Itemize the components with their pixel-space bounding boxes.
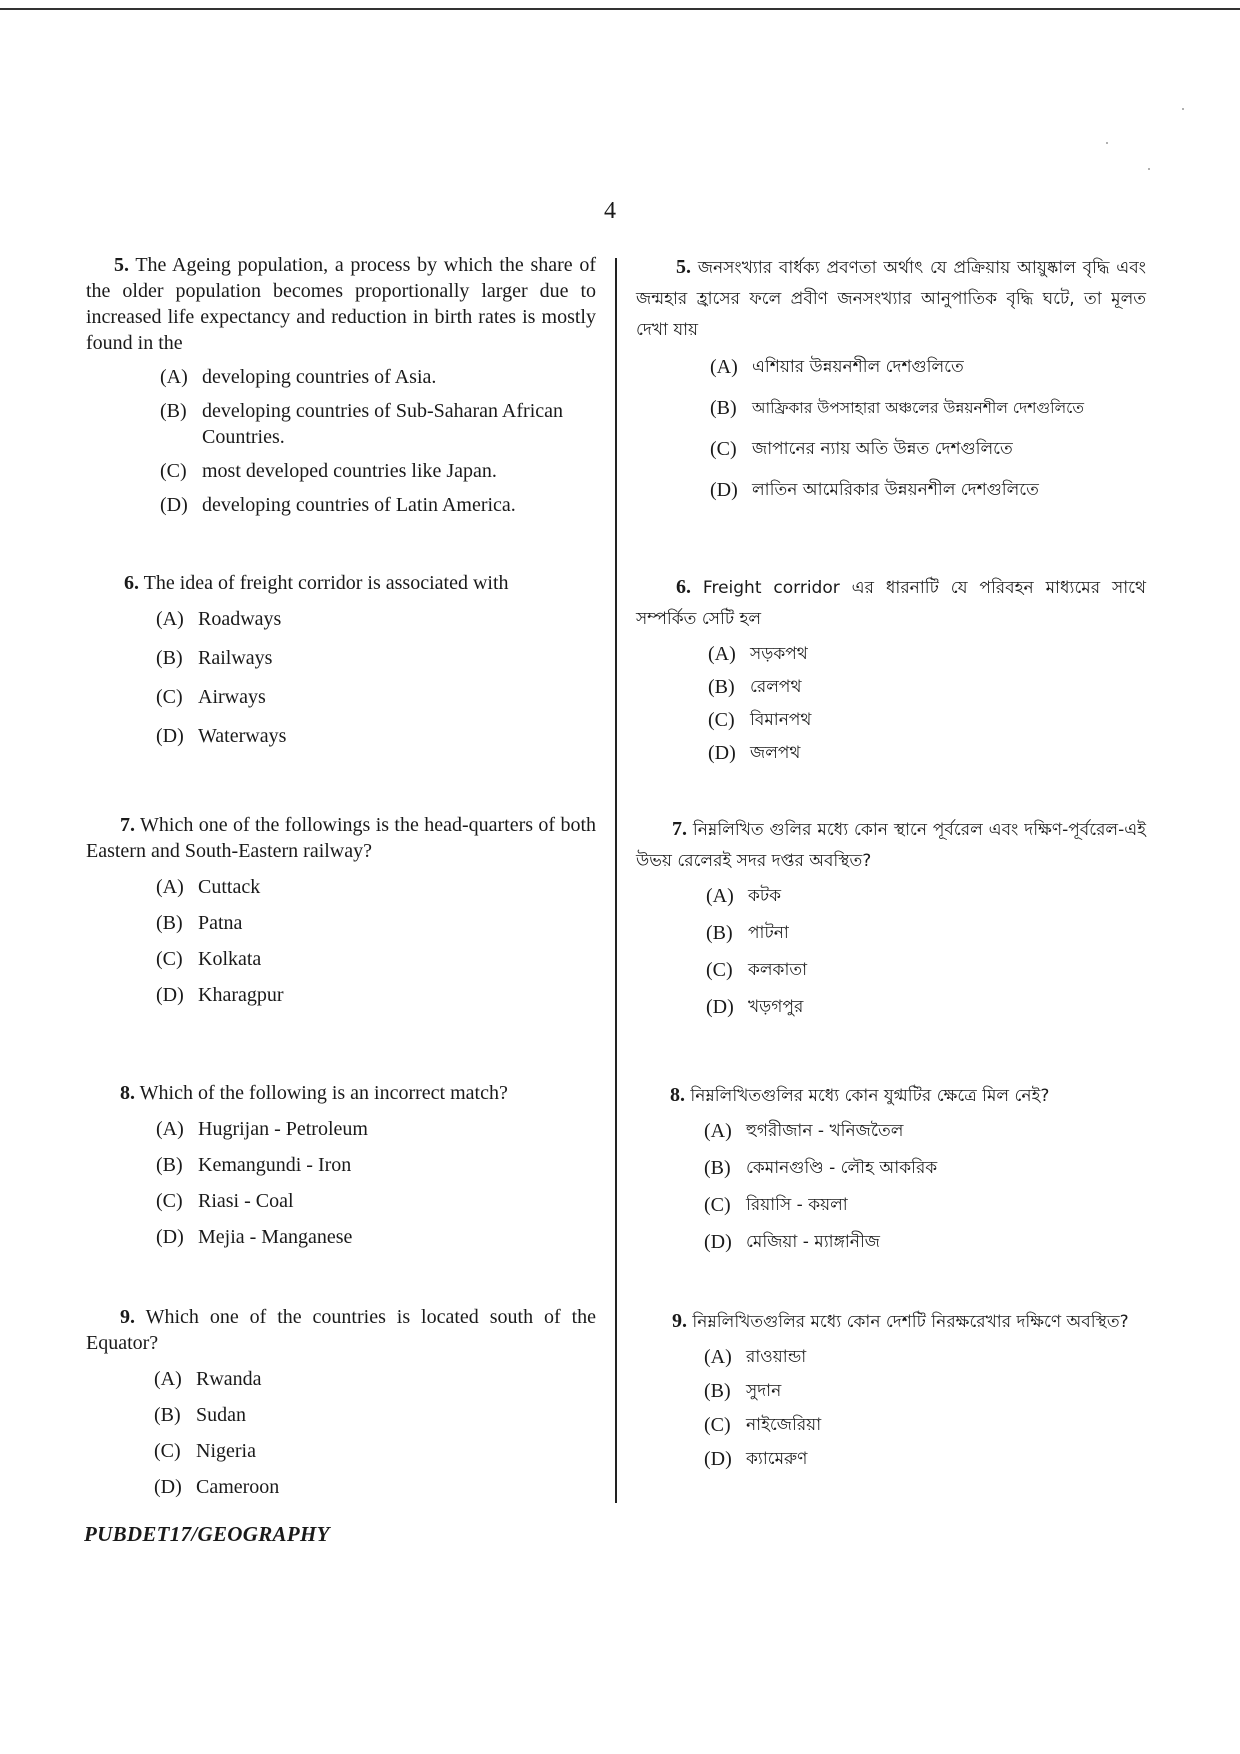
question-8-en [86,1080,596,1250]
option-a [156,874,596,900]
option-d [156,982,596,1008]
option-text: কলকাতা [748,960,808,980]
option-letter: (A) [710,356,738,378]
top-rule [0,8,1240,10]
option-list [156,606,596,749]
question-6-en [86,570,596,749]
question-9-en [86,1304,596,1500]
option-letter: (A) [160,366,188,388]
option-d [154,1474,596,1500]
option-text: developing countries of Asia. [202,366,437,388]
scan-speck [1148,168,1150,170]
question-number: 8. [670,1084,685,1106]
footer-code: PUBDET17/GEOGRAPHY [84,1522,330,1546]
option-list [706,883,1146,1020]
option-b [706,920,1146,946]
question-number: 7. [672,818,687,840]
page-number: 4 [604,198,616,224]
option-b [160,398,596,450]
option-a [156,606,596,632]
option-text: Roadways [198,608,282,630]
option-letter: (C) [154,1440,181,1462]
question-text: Which of the following is an incorrect match? [139,1082,508,1104]
question-text: The Ageing population, a process by which the share of the older population becomes proportionally larger due to increased life expectancy and reduction in birth rates is mostly found in the [86,254,596,354]
option-letter: (B) [704,1157,731,1179]
option-list [156,1116,596,1250]
option-letter: (C) [160,460,187,482]
option-letter: (B) [156,912,183,934]
question-5-en [86,252,596,518]
option-letter: (A) [154,1368,182,1390]
option-text: Riasi - Coal [198,1190,294,1212]
question-number: 9. [672,1310,687,1332]
option-c [156,946,596,972]
option-list [708,641,1146,766]
option-a [708,641,1146,667]
question-number: 8. [120,1082,135,1104]
option-text: লাতিন আমেরিকার উন্নয়নশীল দেশগুলিতে [752,480,1039,500]
option-text: মেজিয়া - ম্যাঙ্গানীজ [746,1232,881,1252]
option-letter: (D) [710,479,738,501]
option-text: developing countries of Latin America. [202,494,516,516]
option-c [704,1412,1146,1438]
question-8-bn [636,1080,1146,1255]
option-a [704,1118,1146,1144]
option-letter: (D) [706,996,734,1018]
option-c [704,1192,1146,1218]
column-divider [615,258,617,1503]
question-text: Freight corridor এর ধারনাটি যে পরিবহন মাধ্যমের সাথে সম্পর্কিত সেটি হল [636,578,1146,629]
option-list [704,1118,1146,1255]
option-letter: (B) [706,922,733,944]
option-list [154,1366,596,1500]
question-number: 5. [114,254,129,276]
option-letter: (A) [704,1346,732,1368]
option-text: Hugrijan - Petroleum [198,1118,368,1140]
option-b [708,674,1146,700]
option-letter: (A) [704,1120,732,1142]
option-letter: (C) [156,686,183,708]
option-letter: (C) [704,1414,731,1436]
question-number: 7. [120,814,135,836]
option-text: রাওয়ান্ডা [746,1347,807,1367]
option-text: Nigeria [196,1440,256,1462]
option-d [156,723,596,749]
option-letter: (C) [706,959,733,981]
option-text: Kharagpur [198,984,284,1006]
option-c [708,707,1146,733]
option-d [160,492,596,518]
scan-speck [1182,108,1184,110]
option-text: জাপানের ন্যায় অতি উন্নত দেশগুলিতে [752,439,1013,459]
option-d [710,477,1146,503]
question-text: নিম্নলিখিত গুলির মধ্যে কোন স্থানে পূর্বরেল এবং দক্ষিণ-পূর্বরেল-এই উভয় রেলেরই সদর দপ্তর অবস্থিত? [636,820,1147,871]
option-letter: (D) [704,1231,732,1253]
option-c [156,684,596,710]
question-5-bn [636,252,1146,503]
question-text: জনসংখ্যার বার্ধক্য প্রবণতা অর্থাৎ যে প্রক্রিয়ায় আয়ুষ্কাল বৃদ্ধি এবং জন্মহার হ্রাসের ফলে প্রবীণ জনসংখ্যার আনুপাতিক বৃদ্ধি ঘটে, তা মূলত দেখা যায় [636,258,1147,340]
option-c [160,458,596,484]
question-text: Which one of the followings is the head-quarters of both Eastern and South-Eastern railway? [86,814,597,862]
option-letter: (D) [704,1448,732,1470]
option-letter: (B) [156,647,183,669]
option-text: Sudan [196,1404,246,1426]
option-c [156,1188,596,1214]
option-text: রিয়াসি - কয়লা [746,1195,848,1215]
option-letter: (D) [156,984,184,1006]
option-c [706,957,1146,983]
option-text: সুদান [746,1381,782,1401]
option-letter: (C) [156,1190,183,1212]
option-text: আফ্রিকার উপসাহারা অঞ্চলের উন্নয়নশীল দেশগুলিতে [752,399,1084,417]
option-a [706,883,1146,909]
option-b [156,645,596,671]
option-text: most developed countries like Japan. [202,460,497,482]
option-d [708,740,1146,766]
option-b [710,395,1146,421]
option-letter: (B) [708,676,735,698]
option-list [710,354,1146,503]
option-d [156,1224,596,1250]
option-letter: (D) [156,725,184,747]
question-number: 6. [124,572,139,594]
option-a [710,354,1146,380]
option-letter: (D) [160,494,188,516]
option-text: Cuttack [198,876,261,898]
question-9-bn [636,1306,1146,1472]
option-letter: (B) [710,397,737,419]
option-b [156,1152,596,1178]
option-letter: (D) [156,1226,184,1248]
option-list [156,874,596,1008]
option-text: বিমানপথ [750,710,812,730]
option-c [710,436,1146,462]
option-text: পাটনা [748,923,789,943]
question-7-bn [636,814,1146,1020]
option-text: Patna [198,912,243,934]
option-list [160,364,596,518]
question-number: 9. [120,1306,135,1328]
option-a [704,1344,1146,1370]
option-text: Kolkata [198,948,262,970]
option-letter: (D) [154,1476,182,1498]
option-b [154,1402,596,1428]
option-letter: (D) [708,742,736,764]
option-letter: (B) [704,1380,731,1402]
option-text: রেলপথ [750,677,802,697]
option-a [160,364,596,390]
option-text: হুগরীজান - খনিজতৈল [746,1121,904,1141]
option-letter: (B) [160,400,187,422]
option-letter: (B) [156,1154,183,1176]
question-text: নিম্নলিখিতগুলির মধ্যে কোন যুগ্মটির ক্ষেত্রে মিল নেই? [690,1086,1050,1106]
option-letter: (C) [708,709,735,731]
scan-speck [1106,142,1108,144]
option-a [154,1366,596,1392]
question-number: 6. [676,576,691,598]
option-b [704,1155,1146,1181]
option-text: Mejia - Manganese [198,1226,353,1248]
question-6-bn [636,572,1146,766]
option-c [154,1438,596,1464]
question-text: নিম্নলিখিতগুলির মধ্যে কোন দেশটি নিরক্ষরেখার দক্ষিণে অবস্থিত? [692,1312,1129,1332]
option-a [156,1116,596,1142]
option-text: Kemangundi - Iron [198,1154,352,1176]
option-text: সড়কপথ [750,644,808,664]
option-text: ক্যামেরুণ [746,1449,808,1469]
option-text: Cameroon [196,1476,280,1498]
question-number: 5. [676,256,691,278]
option-d [706,994,1146,1020]
option-b [704,1378,1146,1404]
option-text: Rwanda [196,1368,262,1390]
option-letter: (C) [704,1194,731,1216]
option-d [704,1446,1146,1472]
question-7-en [86,812,596,1008]
option-text: জলপথ [750,743,801,763]
option-letter: (A) [708,643,736,665]
option-text: এশিয়ার উন্নয়নশীল দেশগুলিতে [752,357,964,377]
question-text: Which one of the countries is located south of the Equator? [86,1306,597,1354]
option-text: নাইজেরিয়া [746,1415,822,1435]
option-letter: (C) [710,438,737,460]
option-letter: (A) [156,608,184,630]
option-b [156,910,596,936]
option-letter: (A) [156,1118,184,1140]
option-text: Waterways [198,725,287,747]
option-text: developing countries of Sub-Saharan African Countries. [202,400,564,448]
option-letter: (C) [156,948,183,970]
option-d [704,1229,1146,1255]
option-letter: (A) [156,876,184,898]
option-list [704,1344,1146,1472]
question-text: The idea of freight corridor is associated with [143,572,509,594]
option-text: খড়গপুর [748,997,804,1017]
option-text: Railways [198,647,273,669]
option-letter: (B) [154,1404,181,1426]
option-text: কেমানগুণ্ডি - লৌহ আকরিক [746,1158,938,1178]
option-text: Airways [198,686,266,708]
option-text: কটক [748,886,782,906]
option-letter: (A) [706,885,734,907]
